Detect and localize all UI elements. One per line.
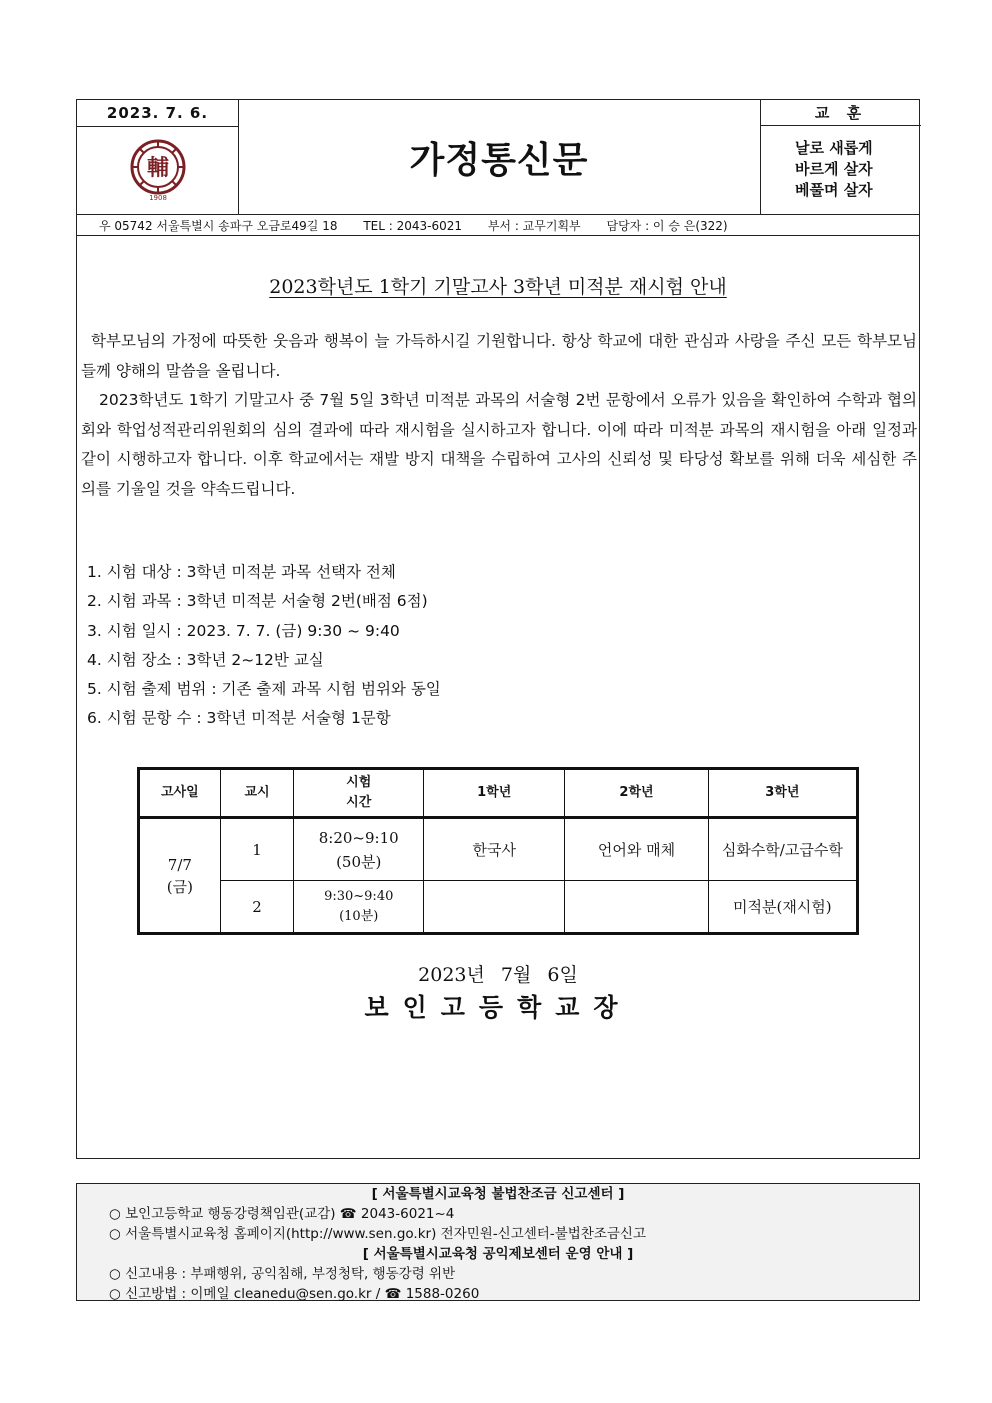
header-period: 교시 bbox=[220, 769, 294, 818]
exam-day: (금) bbox=[166, 877, 193, 896]
grade3-subject: 미적분(재시험) bbox=[708, 881, 857, 934]
time-cell bbox=[294, 818, 424, 881]
time-duration: (10분) bbox=[339, 908, 379, 924]
signature: 보인고등학교장 bbox=[364, 993, 632, 1022]
telephone: TEL : 2043-6021 bbox=[363, 219, 462, 233]
period-cell: 2 bbox=[220, 881, 294, 934]
list-item: 1. 시험 대상 : 3학년 미적분 과목 선택자 전체 bbox=[87, 563, 396, 581]
header-time-line: 시험 bbox=[346, 775, 372, 790]
issue-date: 2023. 7. 6. bbox=[77, 100, 239, 127]
notice-frame bbox=[76, 99, 920, 1159]
time-range: 8:20~9:10 bbox=[318, 828, 399, 847]
department: 부서 : 교무기획부 bbox=[487, 219, 581, 233]
motto-line: 날로 새롭게 bbox=[795, 139, 873, 157]
list-item: 5. 시험 출제 범위 : 기존 출제 과목 시험 범위와 동일 bbox=[87, 680, 441, 699]
notice-title: 2023학년도 1학기 기말고사 3학년 미적분 재시험 안내 bbox=[269, 276, 727, 298]
list-item: 6. 시험 문항 수 : 3학년 미적분 서술형 1문항 bbox=[87, 709, 391, 728]
list-item: 2. 시험 과목 : 3학년 미적분 서술형 2번(배점 6점) bbox=[87, 592, 428, 611]
list-item: 3. 시험 일시 : 2023. 7. 7. (금) 9:30 ~ 9:40 bbox=[87, 621, 400, 640]
postal-address: 우 05742 서울특별시 송파구 오금로49길 18 bbox=[99, 219, 338, 233]
time-cell bbox=[294, 881, 424, 934]
closing-date: 2023년 7월 6일 bbox=[418, 964, 578, 986]
header-time bbox=[294, 769, 424, 818]
table-row bbox=[139, 818, 858, 881]
list-item: 4. 시험 장소 : 3학년 2~12반 교실 bbox=[87, 650, 324, 669]
greeting-paragraph: 학부모님의 가정에 따뜻한 웃음과 행복이 늘 가득하시길 기원합니다. 항상 학교에 대한 관심과 사랑을 주신 모든 학부모님들께 양해의 말씀을 올립니다. bbox=[81, 332, 917, 380]
table-row bbox=[139, 881, 858, 934]
school-emblem-icon bbox=[128, 138, 188, 202]
exam-date: 7/7 bbox=[167, 855, 192, 874]
time-range: 9:30~9:40 bbox=[324, 888, 394, 904]
report-center-footer bbox=[76, 1183, 920, 1301]
motto bbox=[760, 126, 921, 214]
motto-line: 베풀며 살자 bbox=[795, 181, 873, 199]
footer-heading: [ 서울특별시교육청 불법찬조금 신고센터 ] bbox=[371, 1186, 625, 1202]
grade1-subject bbox=[424, 881, 565, 934]
svg-text:輔: 輔 bbox=[146, 155, 169, 181]
header-grade3: 3학년 bbox=[708, 769, 857, 818]
motto-heading: 교 훈 bbox=[760, 100, 921, 126]
motto-line: 바르게 살자 bbox=[795, 160, 873, 178]
footer-line: ○ 신고방법 : 이메일 cleanedu@sen.go.kr / ☎ 1588-0260 bbox=[109, 1286, 480, 1302]
header-grade2: 2학년 bbox=[565, 769, 708, 818]
footer-heading: [ 서울특별시교육청 공익제보센터 운영 안내 ] bbox=[362, 1246, 634, 1262]
header-grade1: 1학년 bbox=[424, 769, 565, 818]
school-logo bbox=[77, 126, 239, 214]
header-time-line: 시간 bbox=[346, 795, 372, 810]
grade2-subject bbox=[565, 881, 708, 934]
svg-text:1908: 1908 bbox=[148, 194, 167, 202]
explanation-paragraph: 2023학년도 1학기 기말고사 중 7월 5일 3학년 미적분 과목의 서술형 2번 문항에서 오류가 있음을 확인하여 수학과 협의회와 학업성적관리위원회의 심의 결과에 따라 재시험을 실시하고자 합니다. 이에 따라 미적분 과목의 재시험을 아래 일정과 같이 시행하고자 합니다. 이후 학교에서는 재발 방지 대책을 수립하여 고사의 신뢰성 및 타당성 확보를 위해 더욱 세심한 주의를 기울일 것을 약속드립니다. bbox=[81, 391, 917, 498]
grade3-subject: 심화수학/고급수학 bbox=[708, 818, 857, 881]
grade1-subject: 한국사 bbox=[424, 818, 565, 881]
page-title: 가정통신문 bbox=[409, 139, 589, 181]
header-date: 고사일 bbox=[139, 769, 221, 818]
contact-person: 담당자 : 이 승 은(322) bbox=[606, 219, 728, 233]
period-cell: 1 bbox=[220, 818, 294, 881]
time-duration: (50분) bbox=[336, 852, 382, 871]
exam-details-list bbox=[87, 558, 441, 734]
exam-schedule-table bbox=[137, 767, 859, 935]
grade2-subject: 언어와 매체 bbox=[565, 818, 708, 881]
footer-line: ○ 서울특별시교육청 홈페이지(http://www.sen.go.kr) 전자민원-신고센터-불법찬조금신고 bbox=[109, 1226, 647, 1242]
address-bar bbox=[77, 214, 919, 236]
exam-date-cell bbox=[139, 818, 221, 934]
footer-line: ○ 신고내용 : 부패행위, 공익침해, 부정청탁, 행동강령 위반 bbox=[109, 1266, 456, 1282]
footer-line: ○ 보인고등학교 행동강령책임관(교감) ☎ 2043-6021~4 bbox=[109, 1206, 455, 1222]
